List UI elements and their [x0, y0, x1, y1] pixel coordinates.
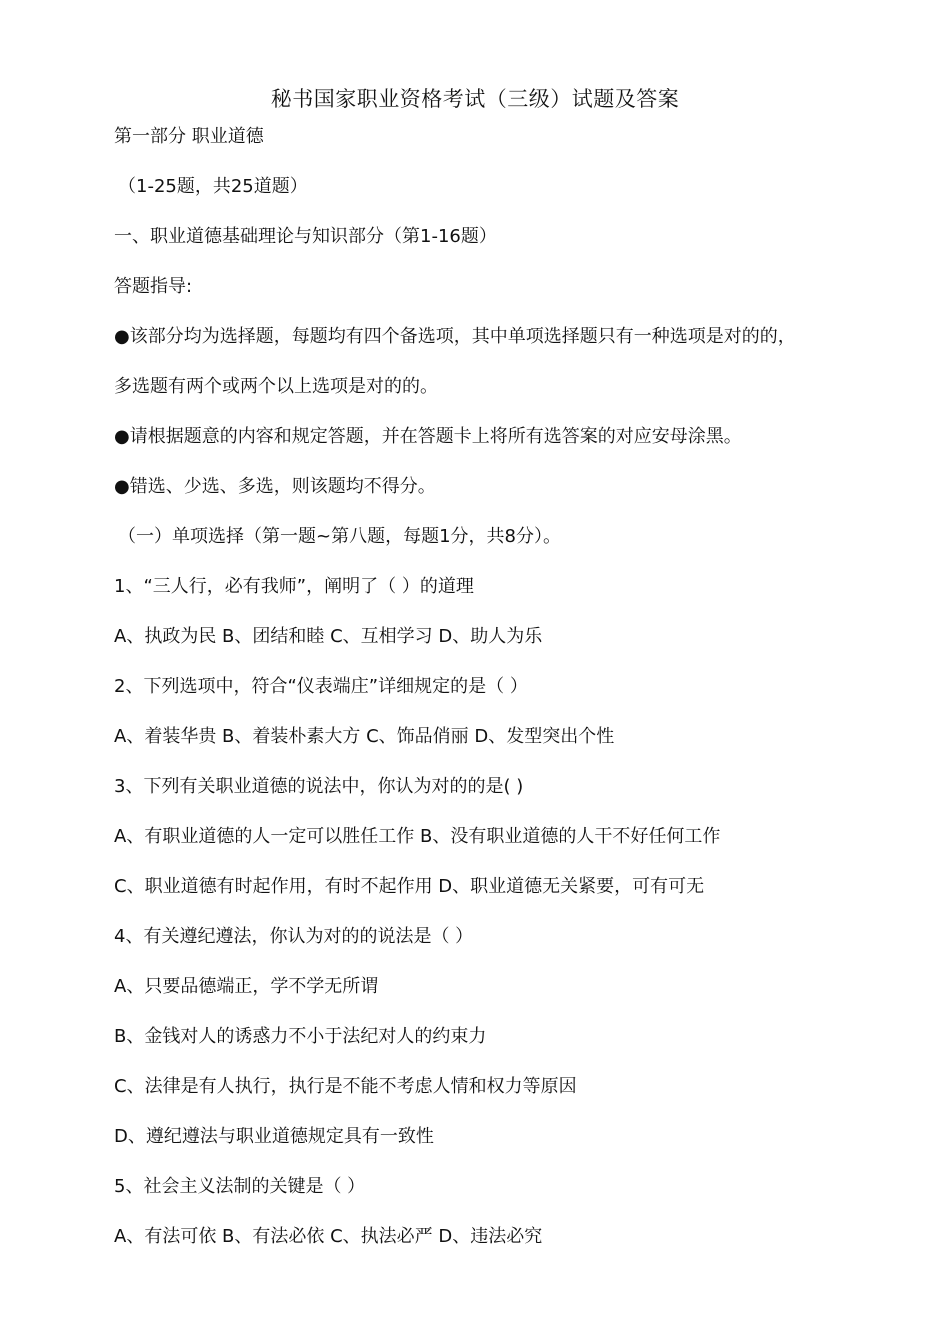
part-heading-single-choice: （一）单项选择（第一题~第八题，每题1分，共8分）。	[118, 526, 561, 547]
section-heading: 第一部分 职业道德	[114, 126, 264, 147]
question-3: 3、下列有关职业道德的说法中，你认为对的的是( )	[114, 776, 524, 797]
question-2-options: A、着装华贵 B、着装朴素大方 C、饰品俏丽 D、发型突出个性	[114, 726, 615, 747]
question-3-options-ab: A、有职业道德的人一定可以胜任工作 B、没有职业道德的人干不好任何工作	[114, 826, 721, 847]
question-2: 2、下列选项中，符合“仪表端庄”详细规定的是（ ）	[114, 676, 528, 697]
question-4-option-c: C、法律是有人执行，执行是不能不考虑人情和权力等原因	[114, 1076, 577, 1097]
document-title: 秘书国家职业资格考试（三级）试题及答案	[270, 87, 680, 111]
question-range-note: （1-25题，共25道题）	[118, 176, 308, 197]
question-4-option-d: D、遵纪遵法与职业道德规定具有一致性	[114, 1126, 434, 1147]
instruction-bullet-1: ●该部分均为选择题，每题均有四个备选项，其中单项选择题只有一种选项是对的的，	[114, 326, 796, 347]
question-4: 4、有关遵纪遵法，你认为对的的说法是（ ）	[114, 926, 474, 947]
question-1-options: A、执政为民 B、团结和睦 C、互相学习 D、助人为乐	[114, 626, 543, 647]
question-1: 1、“三人行，必有我师”，阐明了（ ）的道理	[114, 576, 474, 597]
question-4-option-a: A、只要品德端正，学不学无所谓	[114, 976, 379, 997]
question-3-options-cd: C、职业道德有时起作用，有时不起作用 D、职业道德无关紧要，可有可无	[114, 876, 705, 897]
question-4-option-b: B、金钱对人的诱惑力不小于法纪对人的约束力	[114, 1026, 487, 1047]
question-5-options: A、有法可依 B、有法必依 C、执法必严 D、违法必究	[114, 1226, 543, 1247]
instructions-heading: 答题指导:	[114, 276, 193, 297]
instruction-bullet-1-continued: 多选题有两个或两个以上选项是对的的。	[114, 376, 438, 397]
instruction-bullet-3: ●错选、少选、多选，则该题均不得分。	[114, 476, 436, 497]
question-5: 5、社会主义法制的关键是（ ）	[114, 1176, 366, 1197]
instruction-bullet-2: ●请根据题意的内容和规定答题，并在答题卡上将所有选答案的对应安母涂黑。	[114, 426, 742, 447]
subsection-heading: 一、职业道德基础理论与知识部分（第1-16题）	[114, 226, 497, 247]
